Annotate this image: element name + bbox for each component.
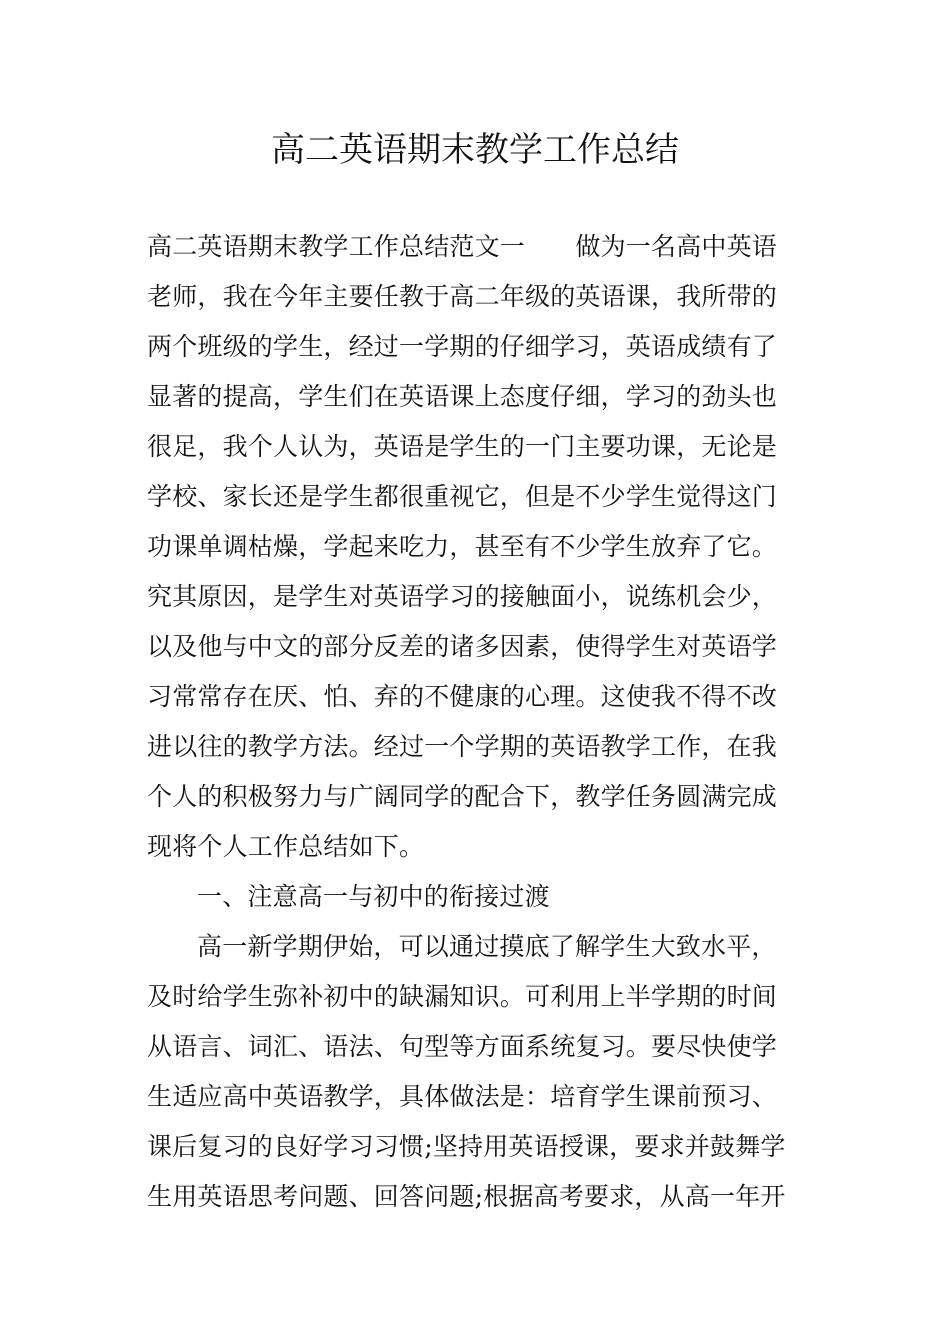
- text-line: 以及他与中文的部分反差的诸多因素，使得学生对英语学: [147, 632, 778, 661]
- text-line: 生用英语思考问题、回答问题;根据高考要求，从高一年开: [147, 1182, 786, 1211]
- text-line: 两个班级的学生，经过一学期的仔细学习，英语成绩有了: [147, 332, 778, 361]
- text-line: 个人的积极努力与广阔同学的配合下，教学任务圆满完成: [147, 782, 778, 811]
- text-line: 现将个人工作总结如下。: [147, 832, 425, 861]
- text-line: 课后复习的良好学习习惯;坚持用英语授课，要求并鼓舞学: [147, 1132, 786, 1161]
- text-line: 高一新学期伊始，可以通过摸底了解学生大致水平，: [197, 932, 777, 961]
- text-line: 究其原因，是学生对英语学习的接触面小，说练机会少，: [147, 582, 778, 611]
- document-body: [147, 222, 807, 1222]
- text-line: 显著的提高，学生们在英语课上态度仔细，学习的劲头也: [147, 382, 778, 411]
- document-title: 高二英语期末教学工作总结: [271, 130, 679, 170]
- text-line: 一、注意高一与初中的衔接过渡: [197, 882, 550, 911]
- text-line: 从语言、词汇、语法、句型等方面系统复习。要尽快使学: [147, 1032, 778, 1061]
- text-line: 习常常存在厌、怕、弃的不健康的心理。这使我不得不改: [147, 682, 778, 711]
- text-line: 进以往的教学方法。经过一个学期的英语教学工作，在我: [147, 732, 778, 761]
- text-line: 高二英语期末教学工作总结范文一 做为一名高中英语: [147, 232, 778, 261]
- text-line: 及时给学生弥补初中的缺漏知识。可利用上半学期的时间: [147, 982, 778, 1011]
- text-line: 老师，我在今年主要任教于高二年级的英语课，我所带的: [147, 282, 778, 311]
- text-line: 学校、家长还是学生都很重视它，但是不少学生觉得这门: [147, 482, 778, 511]
- text-line: 生适应高中英语教学，具体做法是：培育学生课前预习、: [147, 1082, 778, 1111]
- text-line: 很足，我个人认为，英语是学生的一门主要功课，无论是: [147, 432, 778, 461]
- text-line: 功课单调枯燥，学起来吃力，甚至有不少学生放弃了它。: [147, 532, 778, 561]
